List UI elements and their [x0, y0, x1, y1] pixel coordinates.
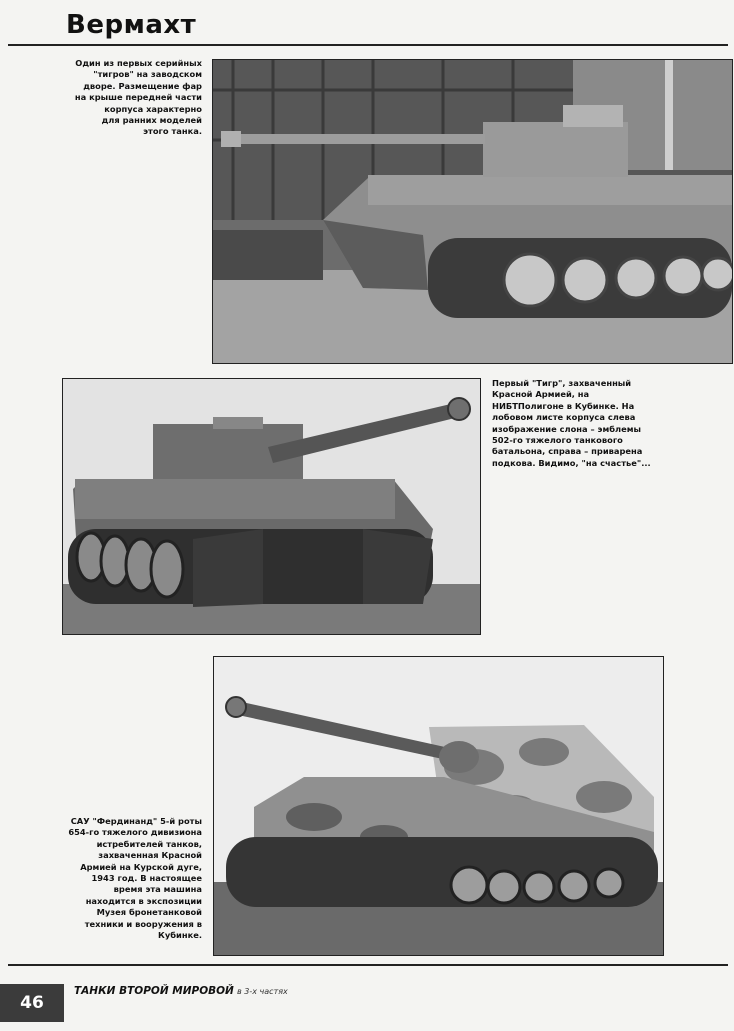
caption-tiger-captured: Первый "Тигр", захваченный Красной Армией, на НИБТПолигоне в Кубинке. На лобовом листе корпуса слева изображение слона – эмблемы 502-го тяжелого танкового батальона, справа – приварена подкова. Видимо, "на счастье"... — [492, 378, 651, 468]
section-title: Вермахт — [66, 10, 197, 40]
caption-tiger-early: Один из первых серийных "тигров" на заводском дворе. Размещение фар на крыше передней части корпуса характерно для ранних моделей этого танка. — [74, 58, 202, 137]
footer-rule — [8, 964, 728, 966]
photo-ferdinand — [213, 656, 664, 956]
tiger-early-image — [213, 60, 732, 363]
caption-ferdinand: САУ "Фердинанд" 5-й роты 654-го тяжелого дивизиона истребителей танков, захваченная Красной Армией на Курской дуге, 1943 год. В настоящее время эта машина находится в экспозиции Музея бронетанковой техники и вооружения в Кубинке. — [68, 816, 202, 941]
book-subtitle: в 3-х частях — [237, 987, 288, 996]
book-title: ТАНКИ ВТОРОЙ МИРОВОЙ — [74, 985, 234, 997]
page-number: 46 — [0, 984, 64, 1022]
photo-tiger-captured — [62, 378, 481, 635]
photo-tiger-early — [212, 59, 733, 364]
footer-title — [74, 985, 288, 997]
tiger-captured-image — [63, 379, 480, 634]
ferdinand-image — [214, 657, 663, 955]
header-rule — [8, 44, 728, 46]
